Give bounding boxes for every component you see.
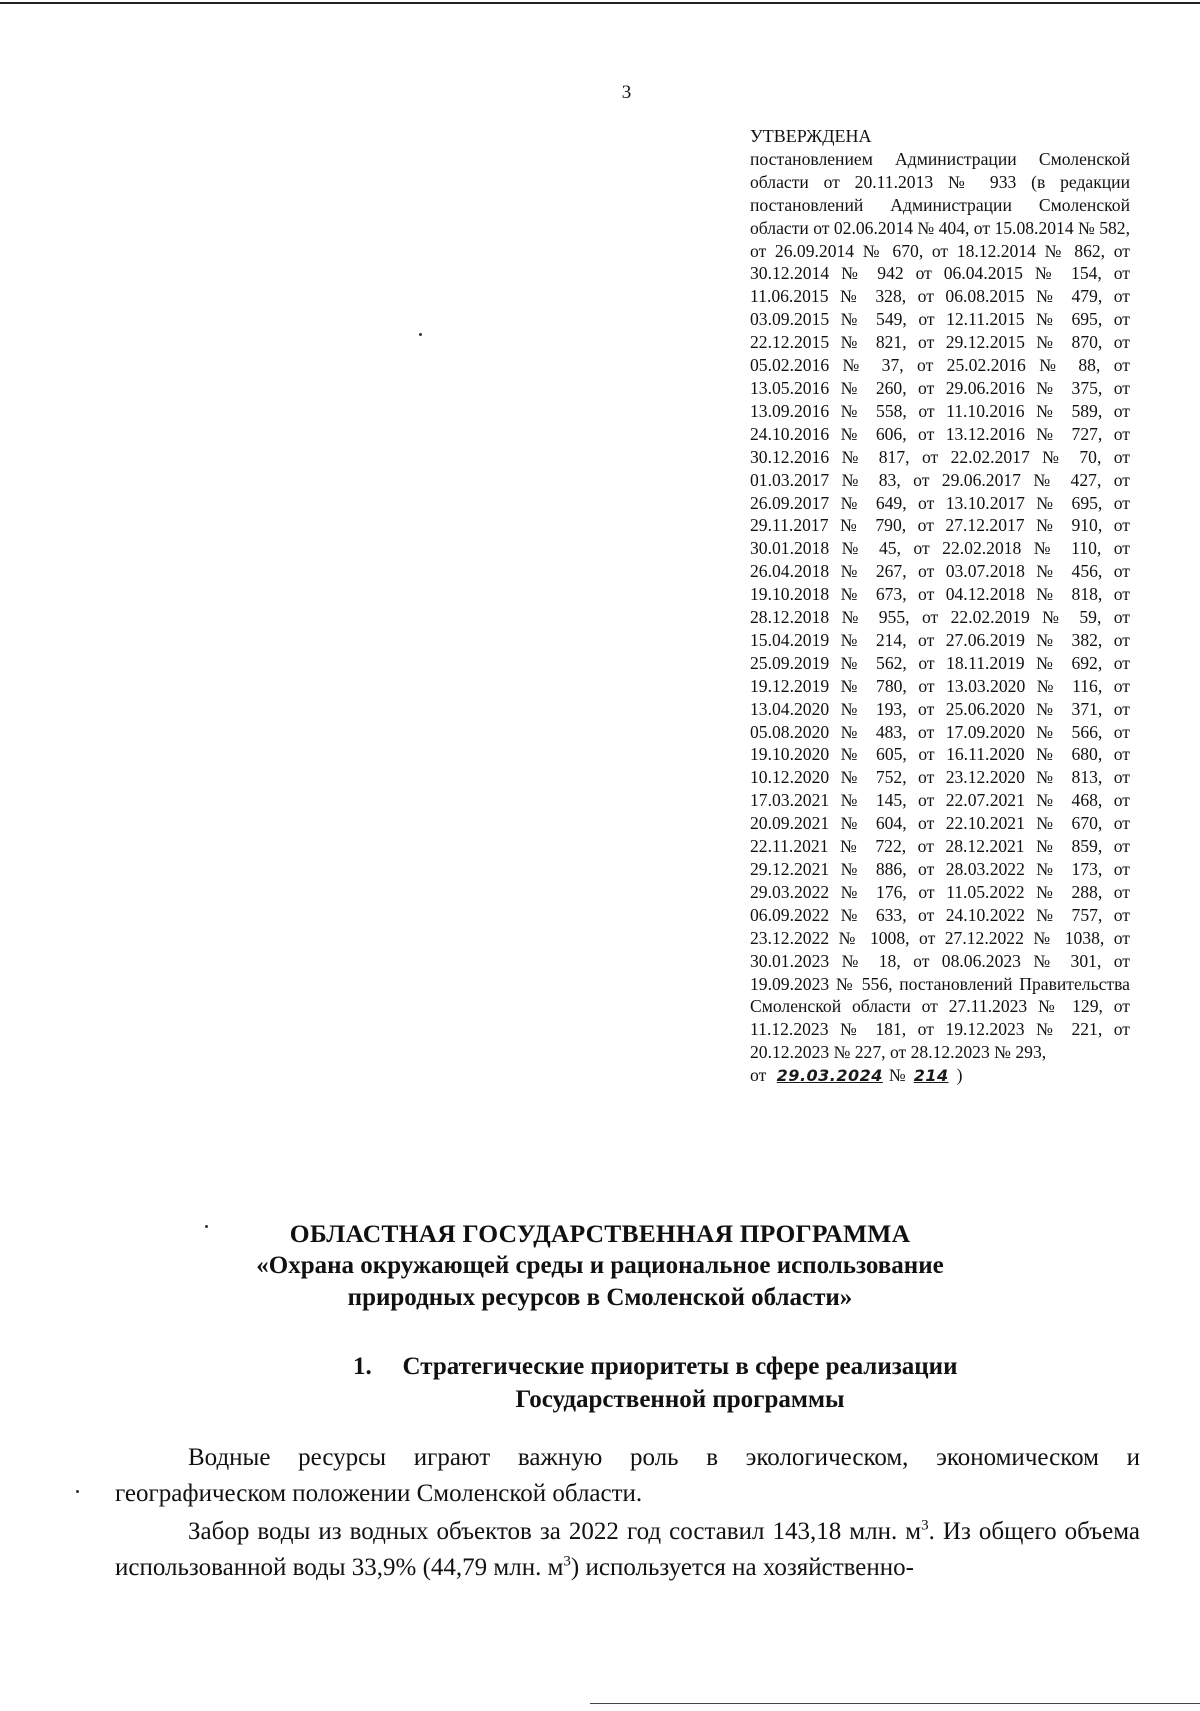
section-number: 1. bbox=[353, 1353, 372, 1380]
approval-body-text: постановлением Администрации Смоленской области от 20.11.2013 № 933 (в редакции постановлений Администрации Смоленской области от 02.06.2014 № 404, от 15.08.2014 № 582, от 26.09.2014 № 670, от 18.12.2014 № 862, от 30.12.2014 № 942 от 06.04.2015 № 154, от 11.06.2015 № 328, от 06.08.2015 № 479, от 03.09.2015 № 549, от 12.11.2015 № 695, от 22.12.2015 № 821, от 29.12.2015 № 870, от 05.02.2016 № 37, от 25.02.2016 № 88, от 13.05.2016 № 260, от 29.06.2016 № 375, от 13.09.2016 № 558, от 11.10.2016 № 589, от 24.10.2016 № 606, от 13.12.2016 № 727, от 30.12.2016 № 817, от 22.02.2017 № 70, от 01.03.2017 № 83, от 29.06.2017 № 427, от 26.09.2017 № 649, от 13.10.2017 № 695, от 29.11.2017 № 790, от 27.12.2017 № 910, от 30.01.2018 № 45, от 22.02.2018 № 110, от 26.04.2018 № 267, от 03.07.2018 № 456, от 19.10.2018 № 673, от 04.12.2018 № 818, от 28.12.2018 № 955, от 22.02.2019 № 59, от 15.04.2019 № 214, от 27.06.2019 № 382, от 25.09.2019 № 562, от 18.11.2019 № 692, от 19.12.2019 № 780, от 13.03.2020 № 116, от 13.04.2020 № 193, от 25.06.2020 № 371, от 05.08.2020 № 483, от 17.09.2020 № 566, от 19.10.2020 № 605, от 16.11.2020 № 680, от 10.12.2020 № 752, от 23.12.2020 № 813, от 17.03.2021 № 145, от 22.07.2021 № 468, от 20.09.2021 № 604, от 22.10.2021 № 670, от 22.11.2021 № 722, от 28.12.2021 № 859, от 29.12.2021 № 886, от 28.03.2022 № 173, от 29.03.2022 № 176, от 11.05.2022 № 288, от 06.09.2022 № 633, от 24.10.2022 № 757, от 23.12.2022 № 1008, от 27.12.2022 № 1038, от 30.01.2023 № 18, от 08.06.2023 № 301, от 19.09.2023 № 556, постановлений Правительства Смоленской области от 27.11.2023 № 129, от 11.12.2023 № 181, от 19.12.2023 № 221, от 20.12.2023 № 227, от 28.12.2023 № 293, bbox=[750, 148, 1131, 1063]
paragraph-water-resources: Водные ресурсы играют важную роль в экологическом, экономическом и географическом положении Смоленской области. bbox=[115, 1444, 1140, 1507]
handwritten-date: 29.03.2024 bbox=[776, 1066, 883, 1086]
paragraph-text: ) используется на хозяйственно- bbox=[570, 1554, 914, 1581]
program-title-line2: «Охрана окружающей среды и рациональное использование bbox=[256, 1252, 944, 1279]
approval-last-prefix: от bbox=[750, 1065, 767, 1086]
section-title-line1: Стратегические приоритеты в сфере реализации bbox=[402, 1353, 958, 1380]
page-bottom-rule bbox=[590, 1703, 1200, 1704]
paragraph-text: Забор воды из водных объектов за 2022 год составил 143,18 млн. м bbox=[188, 1518, 922, 1545]
program-title-line1: ОБЛАСТНАЯ ГОСУДАРСТВЕННАЯ ПРОГРАММА bbox=[289, 1219, 911, 1248]
number-sign: № bbox=[888, 1065, 906, 1086]
paragraph-water-intake bbox=[115, 1514, 1140, 1586]
page-top-border bbox=[0, 2, 1200, 4]
section-heading bbox=[0, 1350, 1200, 1416]
approval-stamp-block bbox=[750, 125, 1130, 1088]
handwritten-number: 214 bbox=[913, 1066, 949, 1086]
superscript: 3 bbox=[921, 1517, 929, 1534]
section-title-line2: Государственной программы bbox=[515, 1386, 845, 1413]
approval-closing: ) bbox=[956, 1065, 963, 1086]
approval-title: УТВЕРЖДЕНА bbox=[750, 126, 872, 146]
superscript: 3 bbox=[563, 1553, 571, 1570]
program-title bbox=[0, 1218, 1200, 1314]
scan-speck bbox=[76, 1490, 79, 1493]
approval-signature-line bbox=[750, 1064, 1130, 1088]
approval-body bbox=[750, 148, 1130, 1064]
program-title-line3: природных ресурсов в Смоленской области» bbox=[347, 1284, 853, 1311]
scan-speck bbox=[419, 333, 422, 336]
page-number: 3 bbox=[621, 82, 632, 103]
paragraph-text: . Из общего объема использованной воды 33,9% (44,79 млн. м bbox=[115, 1518, 1140, 1581]
